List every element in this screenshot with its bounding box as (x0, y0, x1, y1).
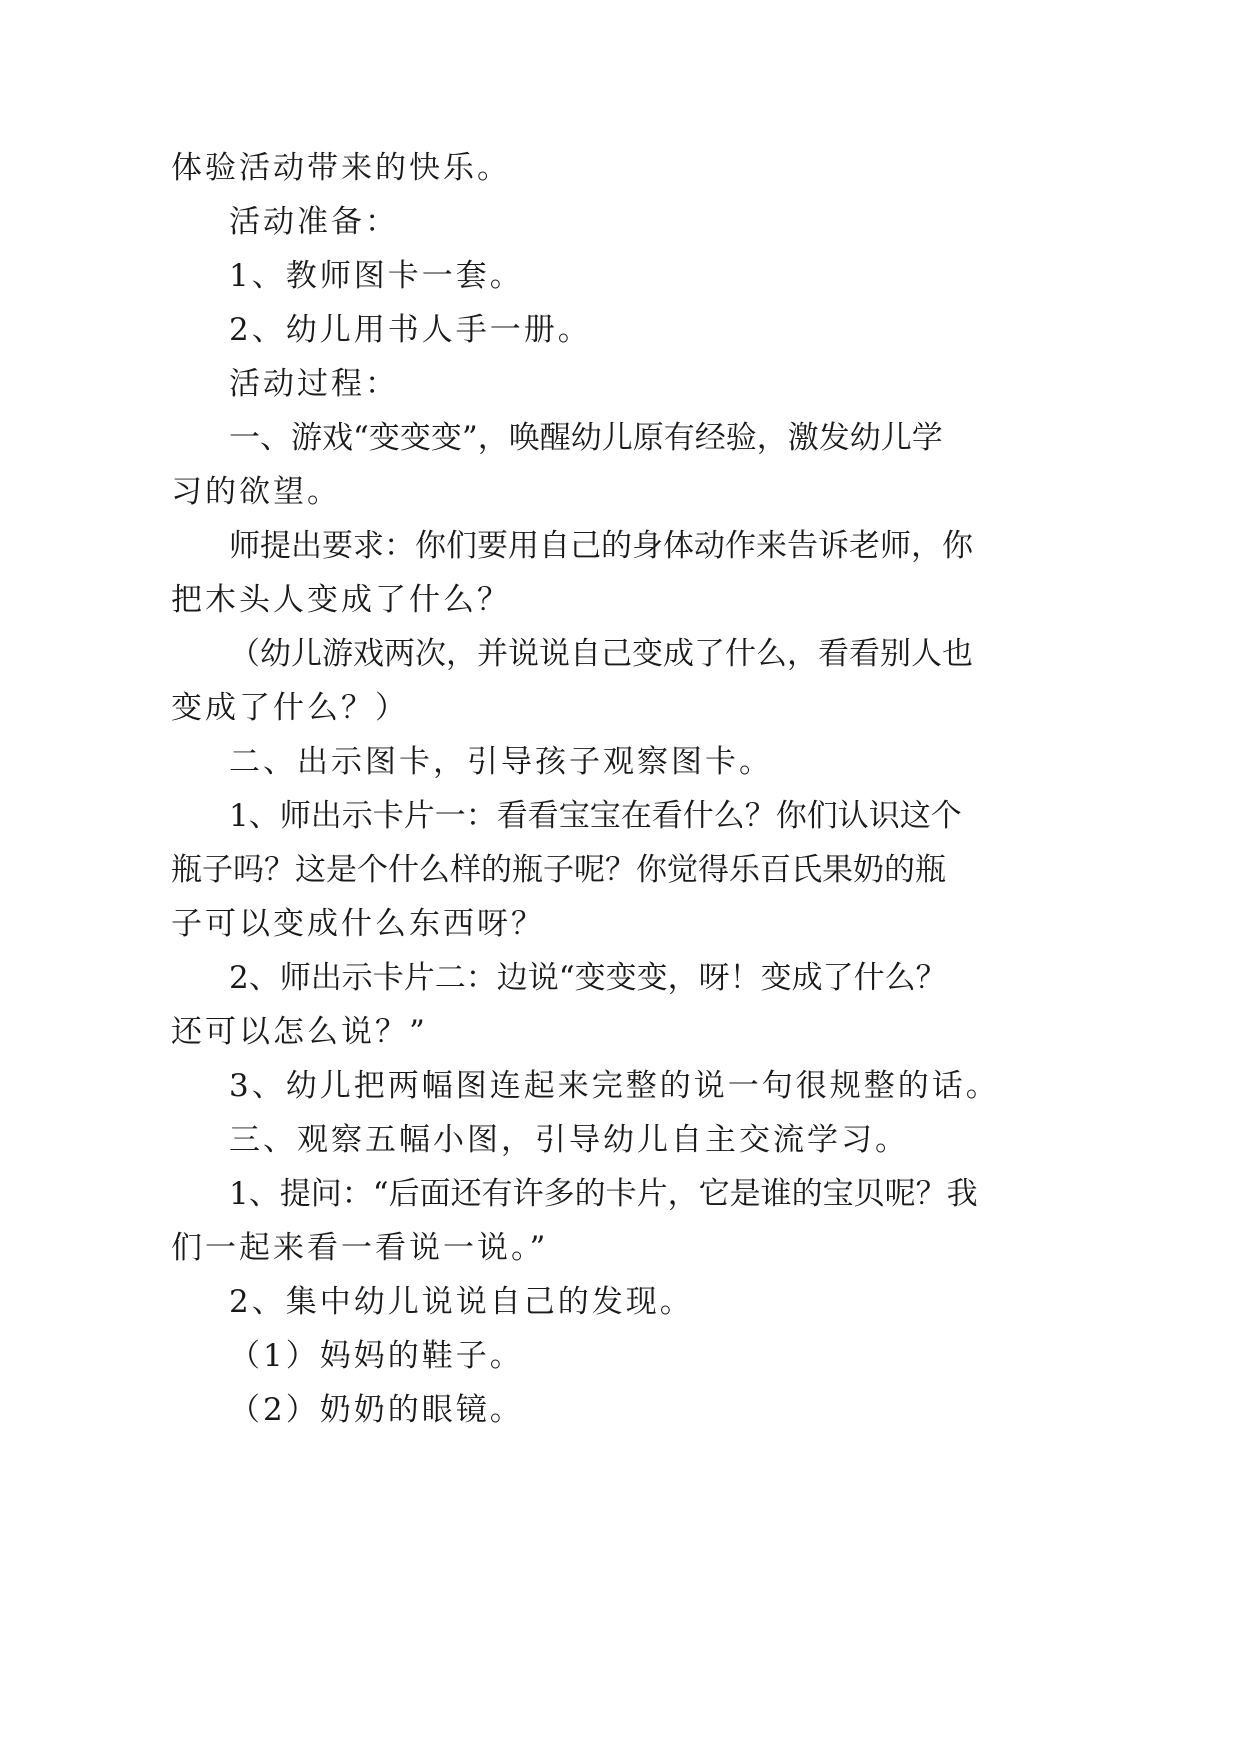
paragraph-line: 们一起来看一看说一说。” (171, 1230, 549, 1266)
list-item: 2、幼儿用书人手一册。 (229, 312, 592, 348)
section-heading: 二、出示图卡，引导孩子观察图卡。 (229, 744, 773, 780)
list-item: （2）奶奶的眼镜。 (229, 1392, 524, 1428)
paragraph-line: 1、提问：“后面还有许多的卡片，它是谁的宝贝呢？我 (229, 1176, 978, 1212)
paragraph-line: 2、师出示卡片二：边说“变变变，呀！变成了什么？ (229, 960, 947, 996)
paragraph-line: （幼儿游戏两次，并说说自己变成了什么，看看别人也 (229, 636, 973, 672)
list-item: 2、集中幼儿说说自己的发现。 (229, 1284, 694, 1320)
paragraph-line: 把木头人变成了什么？ (171, 582, 511, 618)
section-heading: 三、观察五幅小图，引导幼儿自主交流学习。 (229, 1122, 909, 1158)
section-heading: 活动过程： (229, 366, 399, 402)
paragraph-line: 习的欲望。 (171, 474, 341, 510)
list-item: （1）妈妈的鞋子。 (229, 1338, 524, 1374)
section-heading: 活动准备： (229, 204, 399, 240)
paragraph-line: 一、游戏“变变变”，唤醒幼儿原有经验，激发幼儿学 (229, 420, 943, 456)
paragraph-line: 瓶子吗？这是个什么样的瓶子呢？你觉得乐百氏果奶的瓶 (171, 852, 946, 888)
paragraph-line: 还可以怎么说？” (171, 1014, 428, 1050)
paragraph-line: 变成了什么？） (171, 690, 409, 726)
list-item: 3、幼儿把两幅图连起来完整的说一句很规整的话。 (229, 1068, 1000, 1104)
text-line: 体验活动带来的快乐。 (171, 150, 511, 186)
paragraph-line: 子可以变成什么东西呀？ (171, 906, 545, 942)
paragraph-line: 1、师出示卡片一：看看宝宝在看什么？你们认识这个 (229, 798, 962, 834)
paragraph-line: 师提出要求：你们要用自己的身体动作来告诉老师，你 (229, 528, 973, 564)
list-item: 1、教师图卡一套。 (229, 258, 524, 294)
